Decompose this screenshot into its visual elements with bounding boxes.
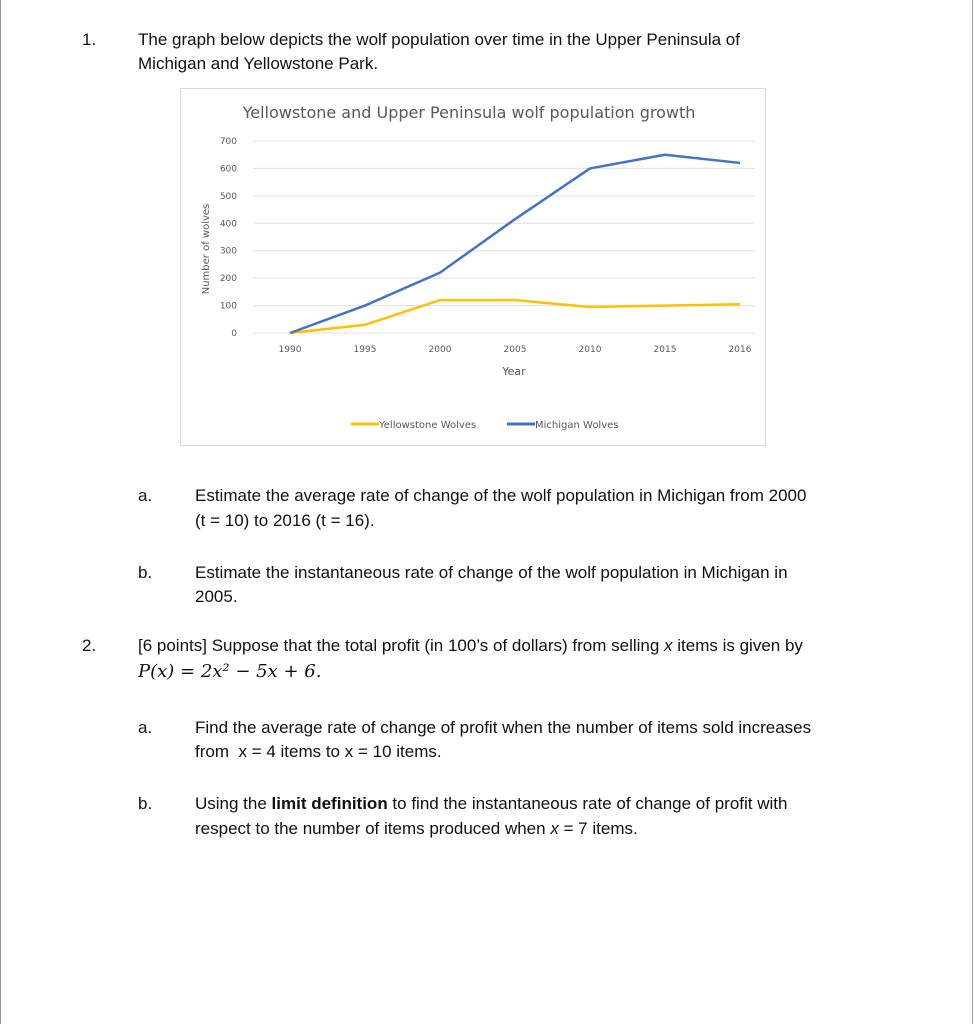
question-2-intro-start: [6 points] Suppose that the total profit (in 100’s of dollars) from selling [138,636,665,655]
y-tick-label-600: 600 [219,164,237,175]
question-1-intro-line2: Michigan and Yellowstone Park. [138,54,379,73]
question-2b-label: b. [138,794,153,813]
question-1b-line2: 2005. [195,587,238,606]
question-2b-line1 [195,792,787,816]
legend-label-yellowstone-wolves: Yellowstone Wolves [379,420,477,431]
chart-svg [181,89,767,447]
question-2b-line1-post: to find the instantaneous rate of change of profit with [387,794,788,813]
y-tick-label-700: 700 [219,137,237,147]
question-1a-line1: Estimate the average rate of change of the wolf population in Michigan from 2000 [195,486,807,505]
x-axis-label: Year [502,365,526,378]
wolf-population-chart [180,88,766,446]
x-tick-label-2015: 2015 [653,345,677,355]
chart-title: Yellowstone and Upper Peninsula wolf population growth [242,103,696,122]
x-tick-label-2005: 2005 [503,345,527,355]
y-tick-label-400: 400 [219,219,237,230]
question-2a-line1: Find the average rate of change of profit when the number of items sold increases [195,718,812,737]
question-1a-line2: (t = 10) to 2016 (t = 16). [195,511,375,530]
profit-formula: P(x) = 2x² − 5x + 6. [138,661,322,682]
question-2a-line2: from x = 4 items to x = 10 items. [195,742,442,761]
question-2b-bold: limit definition [271,794,388,813]
question-1b-label: b. [138,563,153,582]
question-1b-line1: Estimate the instantaneous rate of change of the wolf population in Michigan in [195,563,788,582]
x-tick-label-1995: 1995 [353,345,377,355]
y-tick-label-500: 500 [219,191,237,202]
question-1-number: 1. [82,30,97,49]
question-1a-label: a. [138,486,153,505]
question-2a-label: a. [138,718,153,737]
x-tick-label-2016: 2016 [728,345,752,355]
legend-label-michigan-wolves: Michigan Wolves [535,420,619,431]
question-2-intro [138,634,803,658]
x-tick-label-1990: 1990 [278,345,302,355]
y-tick-label-200: 200 [219,274,237,285]
question-2b-line1-pre: Using the [195,794,272,813]
question-2b-line2-post: = 7 items. [558,819,638,838]
y-tick-label-100: 100 [219,301,237,312]
question-2b-line2 [195,817,638,841]
question-2-intro-var: x [664,636,673,655]
question-1-intro-line1: The graph below depicts the wolf population over time in the Upper Peninsula of [138,30,740,49]
x-tick-label-2000: 2000 [428,345,452,355]
question-2-intro-end: items is given by [672,636,803,655]
y-tick-label-300: 300 [219,246,237,257]
question-2b-line2-var: x [550,819,559,838]
y-tick-label-0: 0 [231,329,237,339]
x-tick-label-2010: 2010 [578,345,602,355]
y-axis-label: Number of wolves [201,203,212,295]
question-2-number: 2. [82,636,97,655]
series-line-yellowstone-wolves [290,300,740,333]
question-2b-line2-pre: respect to the number of items produced when [195,819,551,838]
